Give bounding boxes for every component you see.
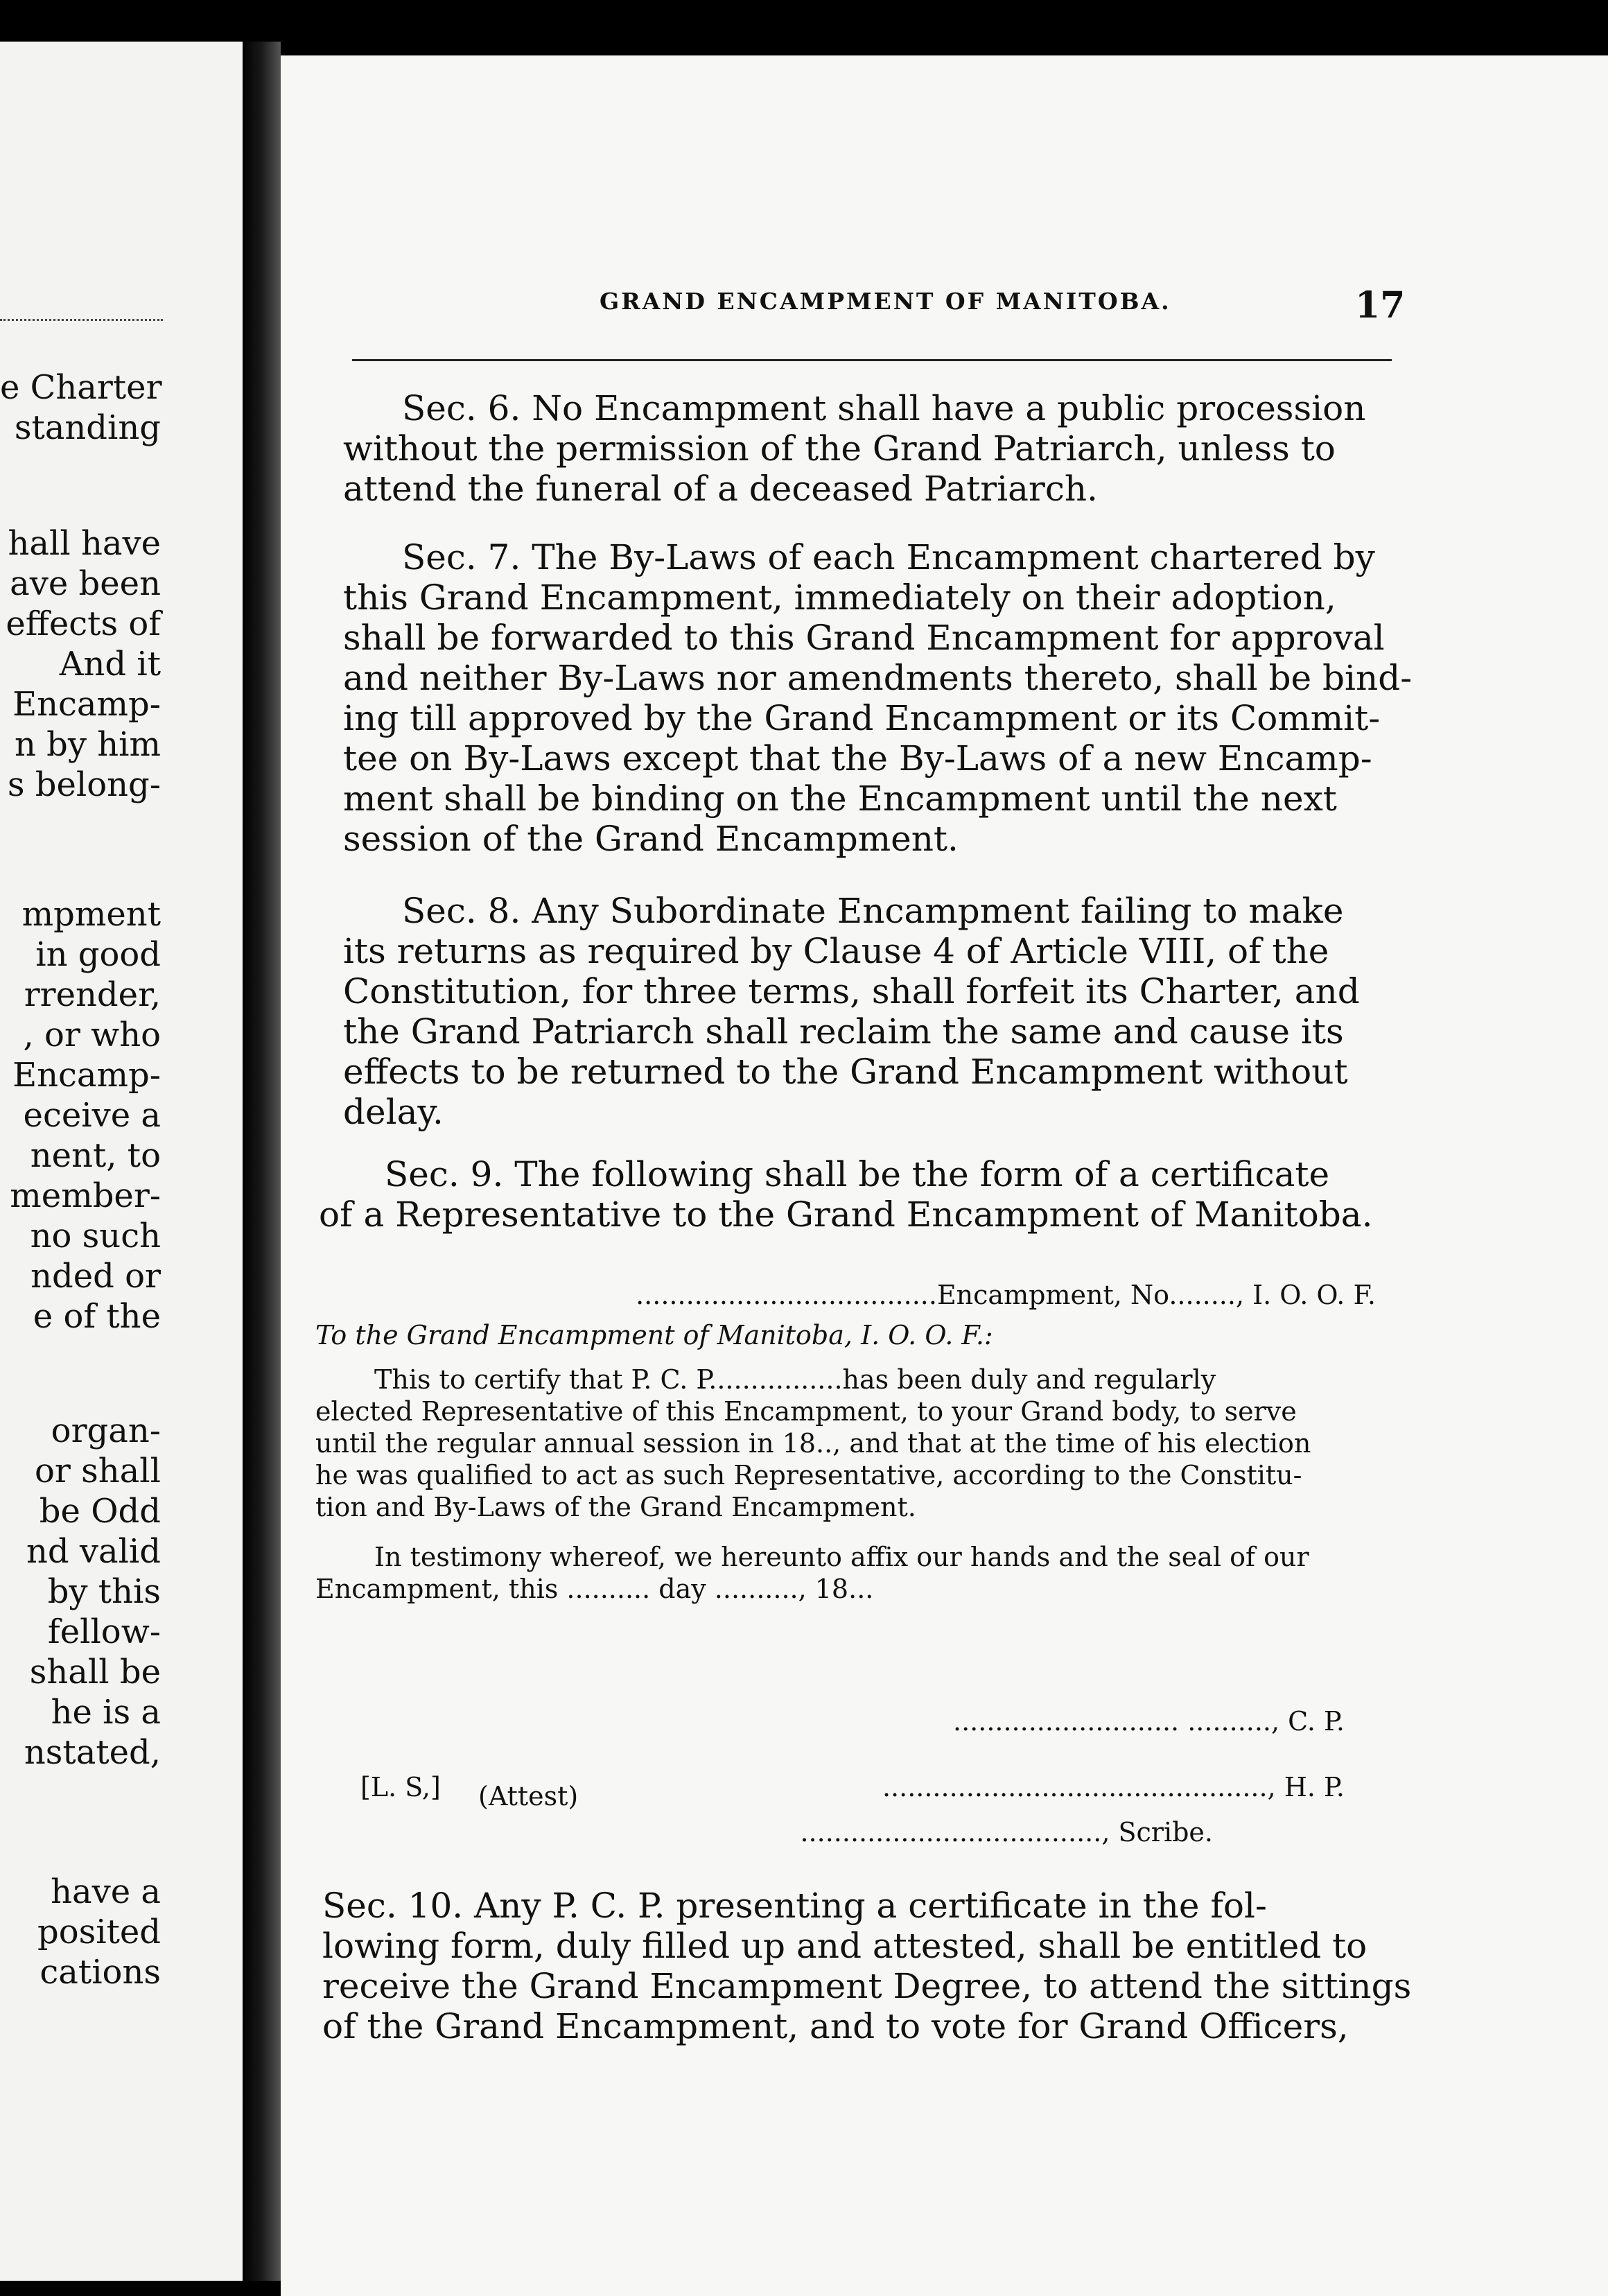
left-line: ave been bbox=[10, 564, 161, 603]
left-line: nded or bbox=[30, 1257, 161, 1296]
form-testimony bbox=[315, 1541, 1376, 1605]
text-line: tee on By-Laws except that the By-Laws of a new Encamp- bbox=[343, 738, 1372, 779]
text-line: this Grand Encampment, immediately on their adoption, bbox=[343, 577, 1336, 618]
left-line: be Odd bbox=[39, 1492, 161, 1531]
left-line: n by him bbox=[14, 725, 161, 764]
text-line: Sec. 6. No Encampment shall have a public procession bbox=[402, 388, 1366, 428]
left-page-text-block-d bbox=[0, 1411, 161, 1773]
cp-signature-line bbox=[769, 1705, 1345, 1737]
left-line: organ- bbox=[51, 1411, 161, 1450]
left-line: in good bbox=[35, 935, 161, 974]
running-head: GRAND ENCAMPMENT OF MANITOBA. bbox=[600, 288, 1171, 315]
form-body bbox=[315, 1364, 1376, 1523]
certificate-form bbox=[315, 1279, 1376, 1605]
form-body-line: tion and By-Laws of the Grand Encampment. bbox=[315, 1492, 916, 1522]
text-line: Sec. 10. Any P. C. P. presenting a certificate in the fol- bbox=[322, 1886, 1267, 1926]
left-page-text-block-b bbox=[0, 523, 161, 805]
header-rule bbox=[352, 359, 1392, 361]
form-salutation: To the Grand Encampment of Manitoba, I. O. O. F.: bbox=[315, 1320, 993, 1350]
left-line: fellow- bbox=[47, 1612, 161, 1651]
left-line: effects of bbox=[6, 605, 161, 643]
left-facing-page bbox=[0, 42, 243, 2281]
hp-signature-line bbox=[769, 1771, 1345, 1803]
section-9 bbox=[319, 1154, 1372, 1235]
text-line: Constitution, for three terms, shall forfeit its Charter, and bbox=[343, 971, 1360, 1011]
attest-block bbox=[478, 1773, 658, 1812]
text-line: Sec. 9. The following shall be the form of a certificate bbox=[385, 1154, 1330, 1194]
scribe-line: ...................................., Scribe. bbox=[800, 1817, 1213, 1847]
section-7 bbox=[343, 537, 1413, 859]
left-line: rrender, bbox=[24, 975, 161, 1014]
text-line: the Grand Patriarch shall reclaim the same and cause its bbox=[343, 1011, 1344, 1052]
left-line: or shall bbox=[35, 1452, 161, 1490]
section-10 bbox=[322, 1886, 1412, 2046]
left-line: e Charter bbox=[0, 368, 162, 407]
left-line: posited bbox=[37, 1913, 161, 1951]
text-line: receive the Grand Encampment Degree, to attend the sittings bbox=[322, 1966, 1412, 2006]
text-line: of a Representative to the Grand Encampment of Manitoba. bbox=[319, 1194, 1373, 1235]
text-line: of the Grand Encampment, and to vote for Grand Officers, bbox=[322, 2006, 1349, 2046]
left-page-rule bbox=[0, 319, 163, 321]
left-page-text-block-c bbox=[0, 894, 161, 1337]
text-line: ment shall be binding on the Encampment until the next bbox=[343, 779, 1337, 819]
left-page-text-block-a bbox=[0, 367, 161, 448]
form-body-line: until the regular annual session in 18.., and that at the time of his election bbox=[315, 1428, 1311, 1459]
left-line: s belong- bbox=[7, 765, 161, 804]
text-line: session of the Grand Encampment. bbox=[343, 819, 959, 859]
page-number: 17 bbox=[1355, 284, 1406, 327]
left-page-text-block-e bbox=[0, 1872, 161, 1992]
left-line: e of the bbox=[33, 1297, 161, 1336]
left-line: by this bbox=[47, 1572, 161, 1611]
left-line: nd valid bbox=[26, 1532, 161, 1571]
left-line: eceive a bbox=[23, 1096, 161, 1135]
left-line: shall be bbox=[29, 1653, 161, 1691]
form-body-line: This to certify that P. C. P................has been duly and regularly bbox=[374, 1364, 1216, 1395]
left-line: , or who bbox=[23, 1016, 161, 1054]
form-heading-line: ....................................Encampment, No........, I. O. O. F. bbox=[636, 1280, 1376, 1310]
left-line: And it bbox=[59, 645, 161, 684]
left-line: Encamp- bbox=[12, 685, 161, 724]
book-gutter bbox=[243, 42, 281, 2281]
section-6 bbox=[343, 388, 1390, 509]
text-line: shall be forwarded to this Grand Encampment for approval bbox=[343, 618, 1385, 658]
attest-label: (Attest) bbox=[478, 1781, 579, 1811]
left-line: he is a bbox=[51, 1693, 161, 1732]
text-line: ing till approved by the Grand Encampment or its Commit- bbox=[343, 698, 1381, 738]
text-line: Sec. 7. The By-Laws of each Encampment chartered by bbox=[402, 537, 1375, 577]
text-line: effects to be returned to the Grand Encampment without bbox=[343, 1052, 1348, 1092]
text-line: its returns as required by Clause 4 of Article VIII, of the bbox=[343, 931, 1329, 971]
left-line: mpment bbox=[21, 895, 161, 934]
text-line: lowing form, duly filled up and attested, shall be entitled to bbox=[322, 1926, 1367, 1966]
left-line: standing bbox=[14, 408, 161, 447]
text-line: attend the funeral of a deceased Patriarch. bbox=[343, 469, 1098, 509]
text-line: Sec. 8. Any Subordinate Encampment failing to make bbox=[402, 891, 1344, 931]
left-line: have a bbox=[51, 1872, 161, 1911]
left-line: member- bbox=[10, 1176, 161, 1215]
text-line: delay. bbox=[343, 1092, 444, 1132]
scribe-signature-line bbox=[624, 1816, 1213, 1848]
text-line: without the permission of the Grand Patriarch, unless to bbox=[343, 428, 1336, 469]
left-line: hall have bbox=[8, 524, 161, 563]
left-line: cations bbox=[40, 1953, 161, 1992]
form-body-line: he was qualified to act as such Representative, according to the Constitu- bbox=[315, 1460, 1302, 1490]
left-line: Encamp- bbox=[12, 1056, 161, 1095]
text-line: and neither By-Laws nor amendments thereto, shall be bind- bbox=[343, 658, 1413, 698]
form-testimony-line: Encampment, this .......... day .........., 18... bbox=[315, 1574, 874, 1604]
left-line: no such bbox=[30, 1217, 161, 1255]
section-8 bbox=[343, 891, 1390, 1132]
seal-label: [L. S,] bbox=[360, 1772, 441, 1802]
left-line: nent, to bbox=[30, 1136, 161, 1175]
form-testimony-line: In testimony whereof, we hereunto affix our hands and the seal of our bbox=[374, 1542, 1309, 1572]
form-body-line: elected Representative of this Encampment, to your Grand body, to serve bbox=[315, 1396, 1297, 1427]
cp-line: ........................... .........., C. P. bbox=[953, 1706, 1345, 1737]
hp-line: .............................................., H. P. bbox=[882, 1772, 1345, 1802]
left-line: nstated, bbox=[24, 1733, 161, 1772]
